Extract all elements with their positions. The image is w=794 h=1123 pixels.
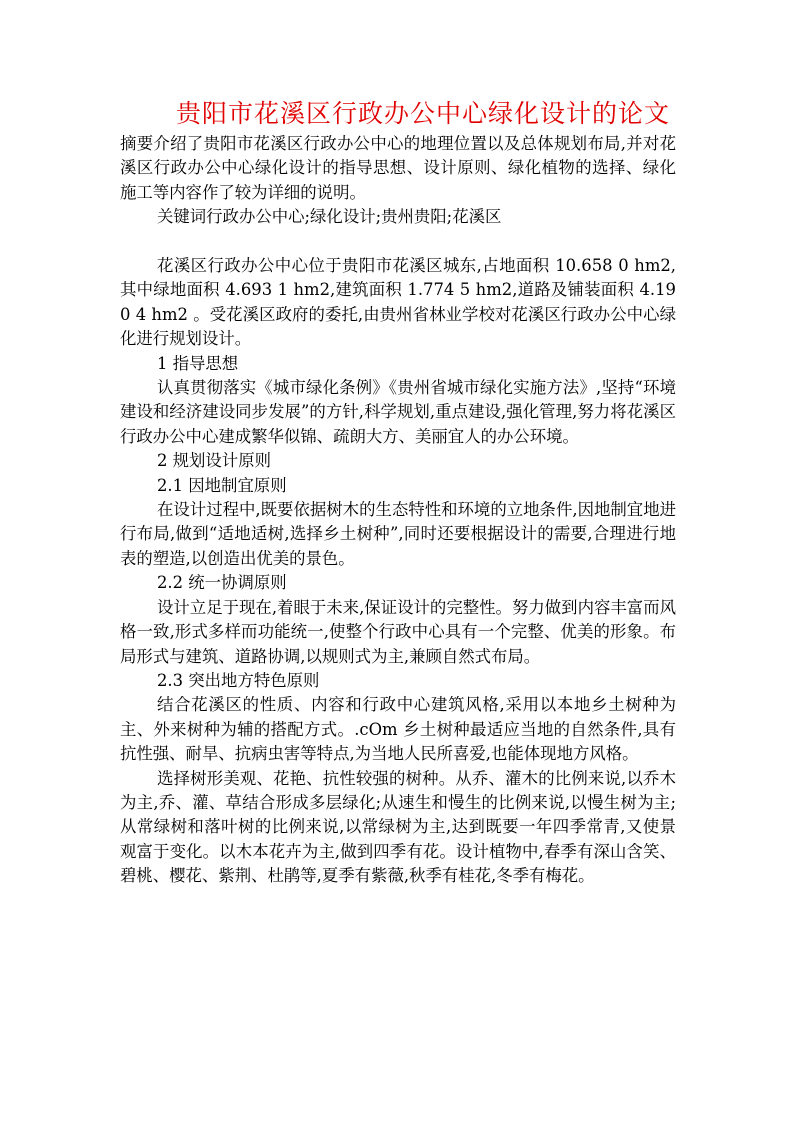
section-2-heading: 2 规划设计原则 [157,451,271,471]
page-title: 贵阳市花溪区行政办公中心绿化设计的论文 [176,99,671,128]
section-2-3-paragraph-1: 结合花溪区的性质、内容和行政中心建筑风格,采用以本地乡土树种为主、外来树种为辅的搭配方式。.cOm 乡土树种最适应当地的自然条件,具有抗性强、耐旱、抗病虫害等特点,为当地人民所喜爱,也能体现地方风格。 [120,695,676,764]
section-2-1-heading: 2.1 因地制宜原则 [157,475,287,495]
section-2-1-paragraph: 在设计过程中,既要依据树木的生态特性和环境的立地条件,因地制宜地进行布局,做到“适地适树,选择乡土树种”,同时还要根据设计的需要,合理进行地表的塑造,以创造出优美的景色。 [120,500,676,568]
section-2-2-paragraph: 设计立足于现在,着眼于未来,保证设计的完整性。努力做到内容丰富而风格一致,形式多样而功能统一,使整个行政中心具有一个完整、优美的形象。布局形式与建筑、道路协调,以规则式为主,兼顾自然式布局。 [120,597,676,666]
blank-line [120,230,676,254]
section-1-heading: 1 指导思想 [157,353,239,373]
document-page [120,96,676,889]
keywords-line: 关键词行政办公中心;绿化设计;贵州贵阳;花溪区 [157,207,502,227]
intro-paragraph: 花溪区行政办公中心位于贵阳市花溪区城东,占地面积 10.658 0 hm2,其中绿地面积 4.693 1 hm2,建筑面积 1.774 5 hm2,道路及铺装面积 4.190 4 hm2 。受花溪区政府的委托,由贵州省林业学校对花溪区行政办公中心绿化进行规划设计。 [120,256,676,349]
abstract-paragraph: 摘要介绍了贵阳市花溪区行政办公中心的地理位置以及总体规划布局,并对花溪区行政办公中心绿化设计的指导思想、设计原则、绿化植物的选择、绿化施工等内容作了较为详细的说明。 [120,134,676,202]
section-2-3-heading: 2.3 突出地方特色原则 [157,670,320,690]
section-2-2-heading: 2.2 统一协调原则 [157,573,287,593]
section-1-paragraph: 认真贯彻落实《城市绿化条例》《贵州省城市绿化实施方法》,坚持“环境建设和经济建设同步发展”的方针,科学规划,重点建设,强化管理,努力将花溪区行政办公中心建成繁华似锦、疏朗大方、美丽宜人的办公环境。 [120,378,676,446]
section-2-3-paragraph-2: 选择树形美观、花艳、抗性较强的树种。从乔、灌木的比例来说,以乔木为主,乔、灌、草结合形成多层绿化;从速生和慢生的比例来说,以慢生树为主;从常绿树和落叶树的比例来说,以常绿树为主,达到既要一年四季常青,又使景观富于变化。以木本花卉为主,做到四季有花。设计植物中,春季有深山含笑、碧桃、樱花、紫荆、杜鹃等,夏季有紫薇,秋季有桂花,冬季有梅花。 [120,768,676,886]
